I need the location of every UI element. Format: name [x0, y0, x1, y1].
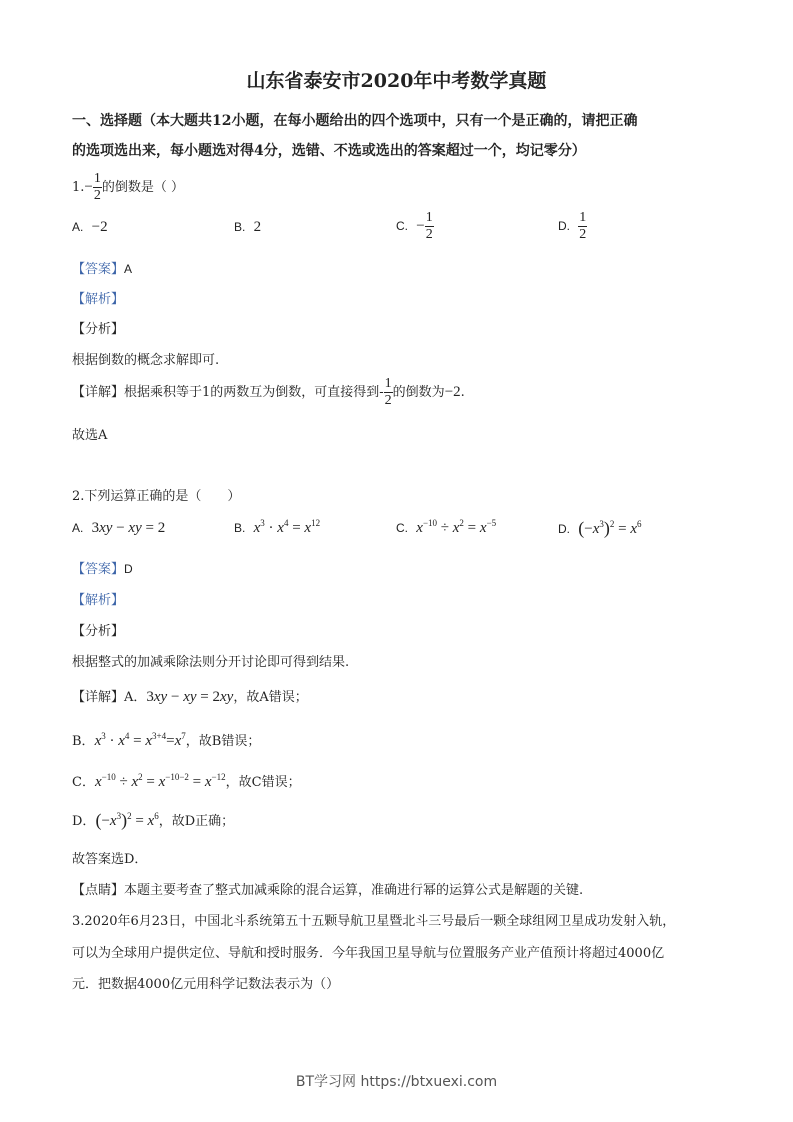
conclusion: 故选A: [72, 428, 108, 443]
comment: 【点睛】本题主要考查了整式加减乘除的混合运算，准确进行幂的运算公式是解题的关键.: [72, 883, 584, 898]
question-3-line3: 元．把数据4000亿元用科学记数法表示为（）: [72, 977, 340, 992]
analysis-tag: 【解析】: [72, 593, 125, 608]
answer-line: 【答案】A: [72, 262, 133, 277]
section-heading-line2: 的选项选出来，每小题选对得4分，选错、不选或选出的答案超过一个，均记零分）: [72, 143, 586, 159]
fenxi-text: 根据倒数的概念求解即可.: [72, 353, 220, 368]
question-1-stem: [72, 171, 184, 204]
minus-sign: −: [84, 179, 93, 195]
question-3-line2: 可以为全球用户提供定位、导航和授时服务．今年我国卫星导航与位置服务产业产值预计将超过4000亿: [72, 946, 665, 961]
section-heading-line1: 一、选择题（本大题共12小题，在每小题给出的四个选项中，只有一个是正确的，请把正确: [72, 113, 638, 129]
question-text: 的倒数是（ ）: [101, 180, 185, 195]
option-d: D. $(-x^3)^2 = x^6$: [558, 518, 642, 538]
question-2-stem: 2.下列运算正确的是（ ）: [72, 489, 241, 504]
answer-line: 【答案】D: [72, 562, 133, 577]
analysis-tag: 【解析】: [72, 292, 125, 307]
conclusion: 故答案选D．: [72, 852, 148, 867]
option-b: B. 2: [234, 219, 262, 235]
question-3-line1: 3.2020年6月23日，中国北斗系统第五十五颗导航卫星暨北斗三号最后一颗全球组网卫星成功发射入轨，: [72, 914, 676, 929]
option-d: D. $\frac{1}{2}$: [558, 210, 587, 242]
detail-d: D．$(-x^3)^2 = x^6$，故D正确；: [72, 810, 235, 830]
fraction: $\frac{1}{2}$: [93, 171, 101, 203]
question-number: 1.: [72, 180, 85, 195]
fenxi-tag: 【分析】: [72, 322, 125, 337]
option-b: B. $x^3 \cdot x^4 = x^{12}$: [234, 518, 321, 536]
fenxi-text: 根据整式的加减乘除法则分开讨论即可得到结果.: [72, 655, 350, 670]
detail-line: 【详解】根据乘积等于1的两数互为倒数，可直接得到- $\frac{1}{2}$ 的倒数为−2.: [72, 376, 465, 408]
option-a: A. 3xy − xy = 2: [72, 520, 166, 536]
fenxi-tag: 【分析】: [72, 624, 125, 639]
page-title: 山东省泰安市2020年中考数学真题: [246, 70, 547, 92]
detail-b: B．$x^3 \cdot x^4 = x^{3+4}=x^7$，故B错误；: [72, 731, 261, 749]
option-c: C. − $\frac{1}{2}$: [396, 210, 433, 242]
footer-watermark: BT学习网 https://btxuexi.com: [295, 1074, 498, 1090]
option-c: C. $x^{-10} \div x^2 = x^{-5}$: [396, 518, 497, 536]
detail-c: C．$x^{-10} \div x^2 = x^{-10-2} = x^{-12}$，故C错误；: [72, 772, 301, 790]
option-a: A. −2: [72, 219, 108, 235]
detail-a: 【详解】A．3xy − xy = 2xy，故A错误；: [72, 689, 308, 705]
